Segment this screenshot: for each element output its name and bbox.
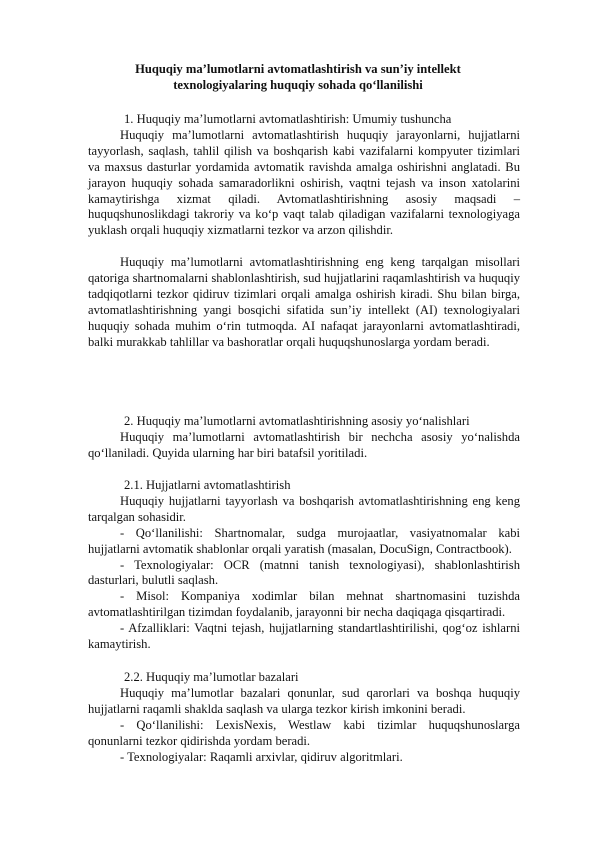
section-2-2 (88, 670, 520, 765)
section-2-1-item-example: - Misol: Kompaniya xodimlar bilan mehnat shartnomasini tuzishda avtomatlashtirilgan tizimdan foydalanib, jarayonni bir necha daqiqaga qisqartiradi. (88, 589, 520, 620)
section-2-1-item-technologies: - Texnologiyalar: OCR (matnni tanish texnologiyasi), shablonlashtirish dasturlari, bulutli saqlash. (88, 557, 520, 588)
title-line-1: Huquqiy ma’lumotlarni avtomatlashtirish va sun’iy intellekt (135, 62, 461, 76)
section-1-paragraph-1: Huquqiy ma’lumotlarni avtomatlashtirish huquqiy jarayonlarni, hujjatlarni tayyorlash, saqlash, tahlil qilish va boshqarish kabi vazifalarni kompyuter tizimlari va maxsus dasturlar yordamida avtomatik ravishda amalga oshirishni anglatadi. Bu jarayon huquqiy sohada samaradorlikni oshirish, vaqtni tejash va inson xatolarini kamaytirishga xizmat qiladi. Avtomatlashtirishning asosiy maqsadi – huquqshunoslikdagi takroriy va ko‘p vaqt talab qiladigan vazifalarni texnologiyaga yuklash orqali huquqiy xizmatlarni tezkor va arzon qilishdir. (88, 127, 520, 238)
section-1-paragraph-2: Huquqiy ma’lumotlarni avtomatlashtirishning eng keng tarqalgan misollari qatoriga shartnomalarni shablonlashtirish, sud hujjatlarini raqamlashtirish va huquqiy tadqiqotlarni tezkor qidiruv tizimlari orqali amalga oshirish kiradi. Shu bilan birga, avtomatlashtirishning yangi bosqichi sifatida sun’iy intellekt (AI) texnologiyalari huquqiy sohada muhim o‘rin tutmoqda. AI nafaqat jarayonlarni avtomatlashtiradi, balki murakkab tahlillar va bashoratlar orqali huquqshunoslarga yordam beradi. (88, 255, 520, 349)
section-2-1-heading: 2.1. Hujjatlarni avtomatlashtirish (124, 478, 291, 492)
document-title (88, 62, 508, 94)
section-2-paragraph-1: Huquqiy ma’lumotlarni avtomatlashtirish bir nechcha asosiy yo‘nalishda qo‘llaniladi. Quyida ularning har biri batafsil yoritiladi. (88, 429, 520, 460)
section-2 (88, 414, 520, 462)
section-2-1-item-advantages: - Afzalliklari: Vaqtni tejash, hujjatlarning standartlashtirilishi, qog‘oz ishlarni kamaytirish. (88, 621, 520, 652)
section-2-1 (88, 478, 520, 653)
section-2-1-paragraph-1: Huquqiy hujjatlarni tayyorlash va boshqarish avtomatlashtirishning eng keng tarqalgan sohasidir. (88, 493, 520, 524)
title-line-2: texnologiyalaring huquqiy sohada qo‘llanilishi (173, 77, 423, 92)
section-2-1-item-usage: - Qo‘llanilishi: Shartnomalar, sudga murojaatlar, vasiyatnomalar kabi hujjatlarni avtomatik shablonlar orqali yaratish (masalan, DocuSign, Contractbook). (88, 525, 520, 556)
section-2-heading: 2. Huquqiy ma’lumotlarni avtomatlashtirishning asosiy yo‘nalishlari (124, 414, 470, 428)
section-1-continued (88, 255, 520, 350)
section-1 (88, 112, 520, 239)
section-2-2-item-usage: - Qo‘llanilishi: LexisNexis, Westlaw kabi tizimlar huquqshunoslarga qonunlarni tezkor qidirishda yordam beradi. (88, 717, 520, 748)
section-2-2-paragraph-1: Huquqiy ma’lumotlar bazalari qonunlar, sud qarorlari va boshqa huquqiy hujjatlarni raqamli shaklda saqlash va ularga tezkor kirish imkonini beradi. (88, 685, 520, 716)
section-2-2-item-technologies: - Texnologiyalar: Raqamli arxivlar, qidiruv algoritmlari. (120, 749, 403, 764)
section-2-2-heading: 2.2. Huquqiy ma’lumotlar bazalari (124, 670, 299, 684)
section-1-heading: 1. Huquqiy ma’lumotlarni avtomatlashtirish: Umumiy tushuncha (124, 112, 452, 126)
